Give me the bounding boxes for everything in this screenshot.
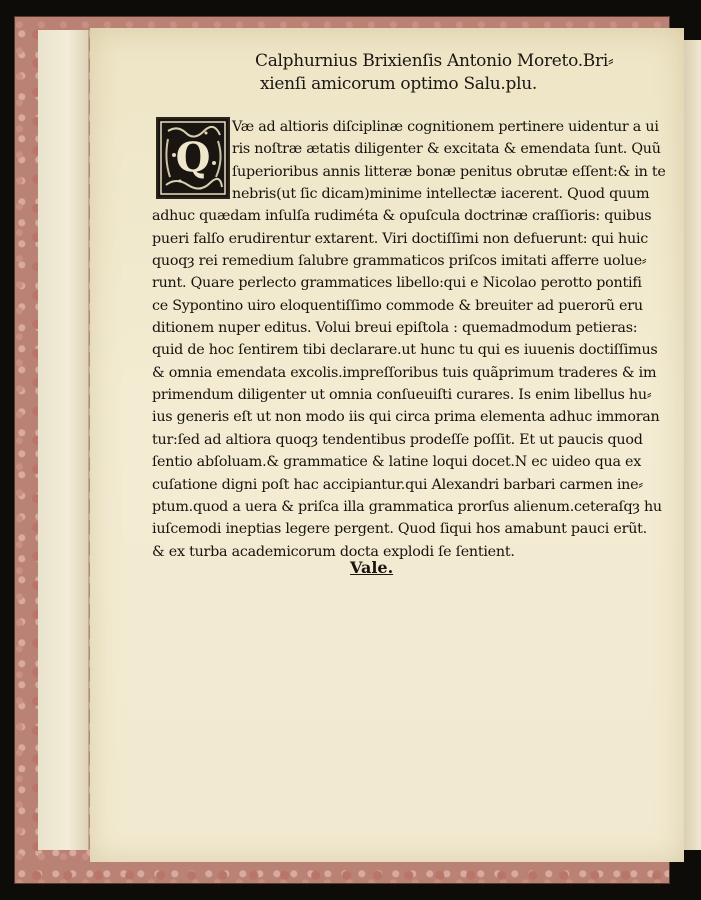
text-line: quid de hoc ſentirem tibi declarare.ut hunc tu qui es iuuenis doctiſſimus (152, 342, 658, 359)
text-line: iuſcemodi ineptias legere pergent. Quod ſiqui hos amabunt pauci erũt. (152, 521, 647, 538)
letter-body (152, 116, 672, 563)
initial-letter: Q (175, 134, 211, 181)
text-line: nebris(ut ſic dicam)minime intellectæ iacerent. Quod quum (232, 186, 650, 203)
heading-line-2: xienſi amicorum optimo Salu.plu. (260, 74, 538, 94)
heading-line-1: Calphurnius Brixienſis Antonio Moreto.Bri⸗ (255, 51, 614, 71)
text-line: ce Sypontino uiro eloquentiſſimo commode & breuiter ad puerorũ eru (152, 297, 643, 314)
text-line: ditionem nuper editus. Volui breui epiſtola : quemadmodum petieras: (152, 320, 638, 337)
text-line: pueri falſo erudirentur extarent. Viri doctiſſimi non defuerunt: qui huic (152, 230, 649, 247)
text-line: Væ ad altioris diſciplinæ cognitionem pertinere uidentur a ui (232, 119, 659, 135)
text-line: quoqȝ rei remedium ſalubre grammaticos priſcos imitati afferre uolue⸗ (152, 253, 647, 270)
text-line: & omnia emendata excolis.impreſſoribus tuis quãprimum traderes & im (152, 364, 657, 381)
text-line: ptum.quod a uera & priſca illa grammatica prorſus alienum.ceteraſqȝ hu (152, 498, 662, 515)
letter-heading (255, 50, 615, 96)
text-line: ris noſtræ ætatis diligenter & excitata & emendata ſunt. Quũ (232, 141, 661, 158)
closing-vale: Vale. (350, 558, 394, 577)
text-line: primendum diligenter ut omnia conſueuiſti curares. Is enim libellus hu⸗ (152, 387, 652, 404)
text-line: & ex turba academicorum docta explodi ſe ſentient. (152, 543, 515, 560)
next-page-edge (684, 40, 701, 850)
text-line: tur:ſed ad altiora quoqȝ tendentibus prodeſſe poſſit. Et ut paucis quod (152, 431, 643, 448)
text-line: ſuperioribus annis litteræ bonæ penitus obrutæ eſſent:& in te (232, 163, 666, 180)
text-line: runt. Quare perlecto grammatices libello:qui e Nicolao perotto pontifi (152, 275, 642, 292)
text-line: adhuc quædam inſulſa rudiméta & opuſcula doctrinæ craſſioris: quibus (152, 208, 652, 225)
text-line: ius generis eſt ut non modo iis qui circa prima elementa adhuc immoran (152, 409, 660, 426)
text-line: cuſatione digni poſt hac accipiantur.qui Alexandri barbari carmen ine⸗ (152, 476, 643, 493)
flyleaf (38, 30, 89, 850)
text-line: ſentio abſoluam.& grammatice & latine loqui docet.N ec uideo qua ex (152, 454, 642, 471)
